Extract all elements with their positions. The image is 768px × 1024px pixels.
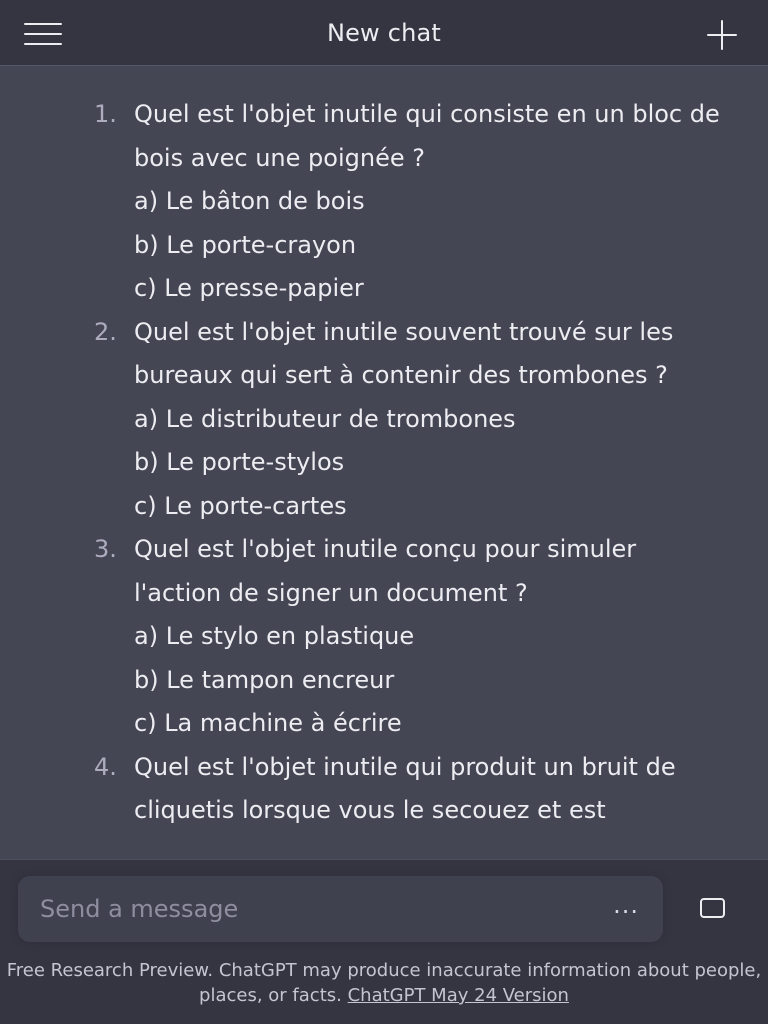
plus-icon[interactable]: [704, 18, 740, 54]
question-number: 4.: [94, 752, 117, 781]
disclaimer-text: Free Research Preview. ChatGPT may produce inaccurate information about people, places, or facts.: [6, 960, 762, 1006]
question-item: [0, 93, 768, 311]
answer-option: b) Le porte-stylos: [134, 448, 345, 476]
question-list: [0, 93, 768, 833]
question-number: 2.: [94, 317, 117, 346]
answer-option: a) Le stylo en plastique: [134, 622, 415, 650]
answer-option: b) Le tampon encreur: [134, 665, 395, 694]
question-text: Quel est l'objet inutile qui produit un bruit de cliquetis lorsque vous le secouez et est: [134, 752, 676, 824]
answer-option: c) La machine à écrire: [134, 709, 402, 737]
question-text: Quel est l'objet inutile souvent trouvé sur les bureaux qui sert à contenir des trombones ?: [134, 317, 674, 389]
version-link[interactable]: ChatGPT May 24 Version: [347, 985, 569, 1006]
answer-option: b) Le porte-crayon: [134, 230, 357, 259]
question-item: [0, 528, 768, 746]
square-stop-icon[interactable]: [700, 898, 725, 918]
answer-option: c) Le presse-papier: [134, 274, 364, 302]
typing-dots-icon: ···: [613, 898, 639, 926]
question-item: [0, 746, 768, 833]
question-number: 3.: [94, 535, 117, 563]
answer-option: a) Le bâton de bois: [134, 187, 365, 215]
question-item: [0, 311, 768, 529]
composer-area: [0, 859, 768, 1024]
question-number: 1.: [94, 100, 117, 128]
question-text: Quel est l'objet inutile conçu pour simuler l'action de signer un document ?: [134, 535, 637, 607]
top-bar: [0, 0, 768, 66]
footer-disclaimer: [0, 958, 768, 1008]
message-input-container[interactable]: [18, 876, 663, 942]
hamburger-menu-icon[interactable]: [18, 16, 68, 52]
message-input[interactable]: [18, 876, 598, 942]
question-text: Quel est l'objet inutile qui consiste en un bloc de bois avec une poignée ?: [134, 100, 720, 172]
answer-option: c) Le porte-cartes: [134, 491, 347, 520]
chat-message-area[interactable]: [0, 67, 768, 859]
answer-option: a) Le distributeur de trombones: [134, 404, 516, 433]
chat-title: New chat: [326, 18, 442, 47]
